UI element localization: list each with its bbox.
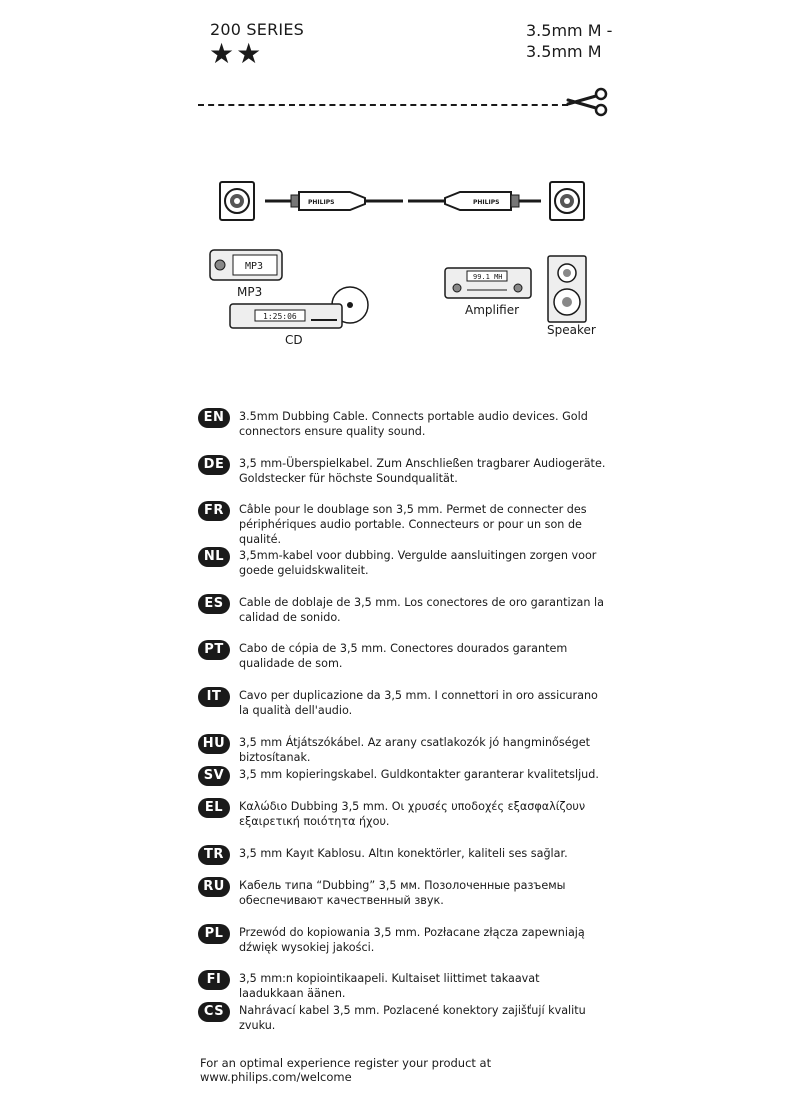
cable-brand-right: PHILIPS — [473, 199, 500, 206]
language-badge: NL — [198, 547, 230, 567]
mp3-label: MP3 — [237, 285, 263, 299]
language-description: Кабель типа “Dubbing” 3,5 мм. Позолоченные разъемы обеспечивают качественный звук. — [239, 879, 566, 907]
language-badge: FR — [198, 501, 230, 521]
language-description: 3,5 mm:n kopiointikaapeli. Kultaiset liittimet takaavat laadukkaan äänen. — [239, 972, 540, 1000]
language-description: 3,5 mm Átjátszókábel. Az arany csatlakozók jó hangminőséget biztosítanak. — [239, 736, 590, 764]
mp3-display: MP3 — [245, 261, 264, 272]
amplifier-label: Amplifier — [465, 303, 520, 317]
star-rating-icon: ★★ — [209, 37, 264, 70]
language-description: Câble pour le doublage son 3,5 mm. Permet de connecter des périphériques audio portable. Connecteurs or pour un son de qualité. — [239, 503, 587, 546]
language-badge: DE — [198, 455, 230, 475]
language-badge: EN — [198, 408, 230, 428]
scissors-icon — [566, 86, 610, 118]
series-title: 200 SERIES — [210, 20, 304, 39]
language-badge: EL — [198, 798, 230, 818]
language-description: Przewód do kopiowania 3,5 mm. Pozłacane złącza zapewniają dźwięk wysokiej jakości. — [239, 926, 585, 954]
language-badge: CS — [198, 1002, 230, 1022]
cable-icon — [265, 192, 541, 210]
jack-left-icon — [220, 182, 254, 220]
amp-display: 99.1 MH — [473, 273, 503, 281]
language-badge: TR — [198, 845, 230, 865]
language-description: Cable de doblaje de 3,5 mm. Los conectores de oro garantizan la calidad de sonido. — [239, 596, 604, 624]
language-badge: IT — [198, 687, 230, 707]
language-description: 3,5 mm-Überspielkabel. Zum Anschließen tragbarer Audiogeräte. Goldstecker für höchste Soundqualität. — [239, 457, 606, 485]
language-description: Καλώδιο Dubbing 3,5 mm. Οι χρυσές υποδοχές εξασφαλίζουν εξαιρετική ποιότητα ήχου. — [239, 800, 586, 828]
speaker-label: Speaker — [547, 323, 596, 337]
cd-display: 1:25:06 — [263, 312, 297, 321]
language-description: Nahrávací kabel 3,5 mm. Pozlacené konektory zajišťují kvalitu zvuku. — [239, 1004, 586, 1032]
cable-brand-left: PHILIPS — [308, 199, 335, 206]
language-description: 3,5 mm Kayıt Kablosu. Altın konektörler, kaliteli ses sağlar. — [239, 847, 568, 860]
cd-label: CD — [285, 333, 303, 347]
connection-diagram — [205, 170, 605, 360]
language-description: 3,5mm-kabel voor dubbing. Vergulde aansluitingen zorgen voor goede geluidskwaliteit. — [239, 549, 597, 577]
language-description: 3.5mm Dubbing Cable. Connects portable audio devices. Gold connectors ensure quality sound. — [239, 410, 588, 438]
product-name — [526, 20, 626, 62]
speaker-icon — [548, 256, 586, 322]
language-badge: PT — [198, 640, 230, 660]
product-name-line2: 3.5mm M — [526, 42, 602, 61]
language-description: Cavo per duplicazione da 3,5 mm. I connettori in oro assicurano la qualità dell'audio. — [239, 689, 598, 717]
language-description: 3,5 mm kopieringskabel. Guldkontakter garanterar kvalitetsljud. — [239, 768, 599, 781]
language-description: Cabo de cópia de 3,5 mm. Conectores dourados garantem qualidade de som. — [239, 642, 568, 670]
language-badge: ES — [198, 594, 230, 614]
product-name-line1: 3.5mm M - — [526, 21, 613, 40]
footer-registration: For an optimal experience register your product at www.philips.com/welcome — [200, 1056, 492, 1084]
language-badge: PL — [198, 924, 230, 944]
cut-line — [198, 104, 568, 106]
language-badge: HU — [198, 734, 230, 754]
language-badge: SV — [198, 766, 230, 786]
language-badge: FI — [198, 970, 230, 990]
language-badge: RU — [198, 877, 230, 897]
jack-right-icon — [550, 182, 584, 220]
